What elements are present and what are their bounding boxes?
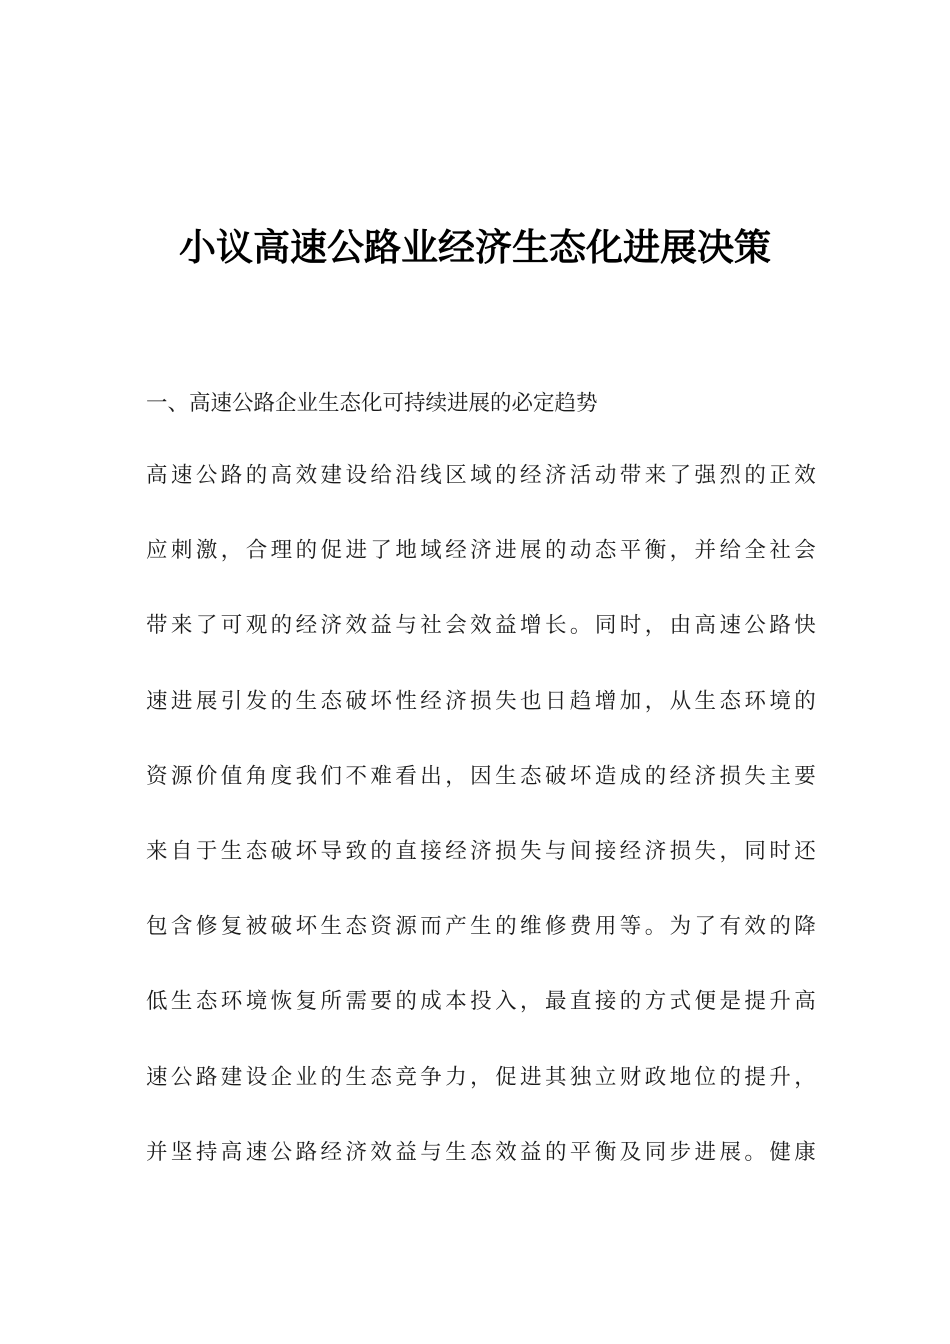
paragraph-line: 资源价值角度我们不难看出，因生态破坏造成的经济损失主要 [146, 763, 816, 789]
paragraph-line: 速进展引发的生态破坏性经济损失也日趋增加，从生态环境的 [146, 688, 816, 714]
paragraph-line: 高速公路的高效建设给沿线区域的经济活动带来了强烈的正效 [146, 463, 816, 488]
section-heading: 一、高速公路企业生态化可持续进展的必定趋势 [146, 391, 598, 416]
paragraph-line: 速公路建设企业的生态竞争力，促进其独立财政地位的提升， [146, 1064, 816, 1090]
paragraph-line: 带来了可观的经济效益与社会效益增长。同时，由高速公路快 [146, 613, 816, 639]
body-paragraph [146, 456, 816, 1208]
paragraph-line: 包含修复被破坏生态资源而产生的维修费用等。为了有效的降 [146, 914, 816, 940]
paragraph-line: 低生态环境恢复所需要的成本投入，最直接的方式便是提升高 [146, 989, 816, 1015]
paragraph-line: 应刺激，合理的促进了地域经济进展的动态平衡，并给全社会 [146, 538, 816, 564]
paragraph-line: 并坚持高速公路经济效益与生态效益的平衡及同步进展。健康 [146, 1139, 816, 1165]
paragraph-line: 来自于生态破坏导致的直接经济损失与间接经济损失，同时还 [146, 838, 816, 864]
document-title: 小议高速公路业经济生态化进展决策 [179, 226, 771, 269]
